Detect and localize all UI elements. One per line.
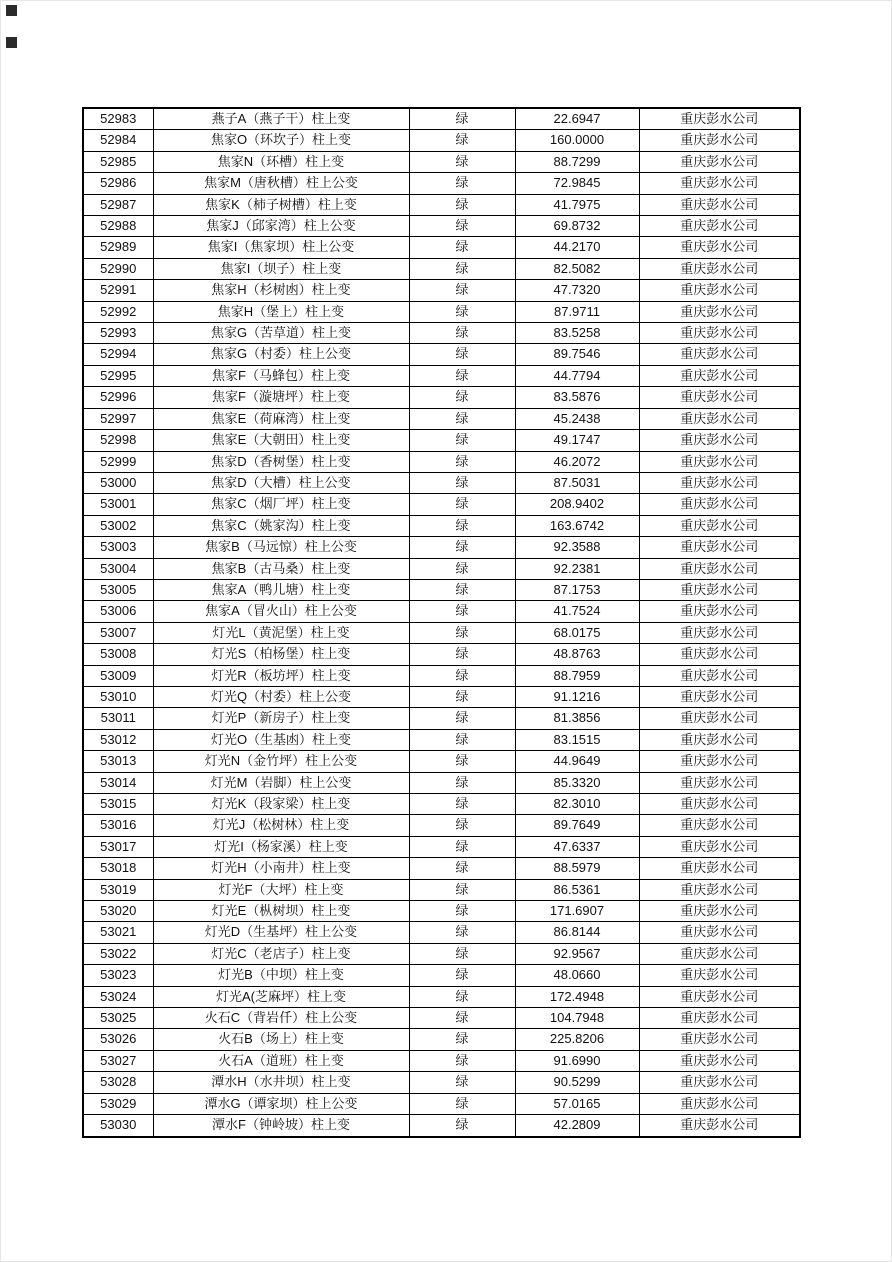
row-company-cell: 重庆彭水公司 xyxy=(639,387,800,408)
table-row xyxy=(83,344,800,365)
table-row xyxy=(83,729,800,750)
row-value-cell: 208.9402 xyxy=(515,494,639,515)
row-value-cell: 44.7794 xyxy=(515,365,639,386)
row-status-cell: 绿 xyxy=(409,173,515,194)
row-name-cell: 灯光D（生基坪）柱上公变 xyxy=(153,922,409,943)
row-id-cell: 53001 xyxy=(83,494,153,515)
row-name-cell: 焦家H（堡上）柱上变 xyxy=(153,301,409,322)
table-row xyxy=(83,323,800,344)
row-id-cell: 53012 xyxy=(83,729,153,750)
row-value-cell: 41.7975 xyxy=(515,194,639,215)
row-value-cell: 83.5258 xyxy=(515,323,639,344)
row-status-cell: 绿 xyxy=(409,365,515,386)
row-id-cell: 52991 xyxy=(83,280,153,301)
table-row xyxy=(83,879,800,900)
row-value-cell: 44.2170 xyxy=(515,237,639,258)
row-status-cell: 绿 xyxy=(409,858,515,879)
row-status-cell: 绿 xyxy=(409,108,515,130)
row-value-cell: 81.3856 xyxy=(515,708,639,729)
row-id-cell: 52983 xyxy=(83,108,153,130)
row-status-cell: 绿 xyxy=(409,901,515,922)
row-id-cell: 53026 xyxy=(83,1029,153,1050)
table-row xyxy=(83,622,800,643)
table-row xyxy=(83,151,800,172)
row-company-cell: 重庆彭水公司 xyxy=(639,301,800,322)
table-row xyxy=(83,943,800,964)
row-id-cell: 53003 xyxy=(83,537,153,558)
row-id-cell: 53029 xyxy=(83,1093,153,1114)
page-corner-marker-icon xyxy=(6,37,17,48)
table-row xyxy=(83,130,800,151)
row-status-cell: 绿 xyxy=(409,558,515,579)
row-value-cell: 86.8144 xyxy=(515,922,639,943)
row-status-cell: 绿 xyxy=(409,579,515,600)
row-name-cell: 焦家M（唐秋槽）柱上公变 xyxy=(153,173,409,194)
table-row xyxy=(83,836,800,857)
row-value-cell: 225.8206 xyxy=(515,1029,639,1050)
row-name-cell: 灯光R（板坊坪）柱上变 xyxy=(153,665,409,686)
row-company-cell: 重庆彭水公司 xyxy=(639,922,800,943)
row-company-cell: 重庆彭水公司 xyxy=(639,1093,800,1114)
row-status-cell: 绿 xyxy=(409,537,515,558)
row-company-cell: 重庆彭水公司 xyxy=(639,280,800,301)
row-status-cell: 绿 xyxy=(409,151,515,172)
row-name-cell: 灯光M（岩脚）柱上公变 xyxy=(153,772,409,793)
row-name-cell: 焦家I（坝子）柱上变 xyxy=(153,258,409,279)
row-company-cell: 重庆彭水公司 xyxy=(639,151,800,172)
row-id-cell: 52989 xyxy=(83,237,153,258)
table-row xyxy=(83,772,800,793)
row-name-cell: 焦家I（焦家坝）柱上公变 xyxy=(153,237,409,258)
row-value-cell: 83.1515 xyxy=(515,729,639,750)
row-company-cell: 重庆彭水公司 xyxy=(639,451,800,472)
row-value-cell: 88.7959 xyxy=(515,665,639,686)
row-id-cell: 53005 xyxy=(83,579,153,600)
row-name-cell: 燕子A（燕子干）柱上变 xyxy=(153,108,409,130)
row-name-cell: 焦家D（大槽）柱上公变 xyxy=(153,472,409,493)
row-name-cell: 焦家K（柿子树槽）柱上变 xyxy=(153,194,409,215)
row-status-cell: 绿 xyxy=(409,665,515,686)
row-status-cell: 绿 xyxy=(409,344,515,365)
row-status-cell: 绿 xyxy=(409,729,515,750)
row-status-cell: 绿 xyxy=(409,943,515,964)
row-name-cell: 焦家D（香树堡）柱上变 xyxy=(153,451,409,472)
row-status-cell: 绿 xyxy=(409,986,515,1007)
row-id-cell: 53010 xyxy=(83,686,153,707)
row-value-cell: 47.7320 xyxy=(515,280,639,301)
table-row xyxy=(83,537,800,558)
row-name-cell: 潭水G（谭家坝）柱上公变 xyxy=(153,1093,409,1114)
row-name-cell: 灯光C（老店子）柱上变 xyxy=(153,943,409,964)
row-status-cell: 绿 xyxy=(409,601,515,622)
row-id-cell: 52995 xyxy=(83,365,153,386)
row-company-cell: 重庆彭水公司 xyxy=(639,858,800,879)
row-id-cell: 52999 xyxy=(83,451,153,472)
row-name-cell: 灯光O（生基凼）柱上变 xyxy=(153,729,409,750)
row-value-cell: 92.2381 xyxy=(515,558,639,579)
row-value-cell: 160.0000 xyxy=(515,130,639,151)
row-value-cell: 90.5299 xyxy=(515,1072,639,1093)
table-row xyxy=(83,1093,800,1114)
row-name-cell: 灯光L（黄泥堡）柱上变 xyxy=(153,622,409,643)
row-status-cell: 绿 xyxy=(409,216,515,237)
row-value-cell: 41.7524 xyxy=(515,601,639,622)
row-company-cell: 重庆彭水公司 xyxy=(639,686,800,707)
row-company-cell: 重庆彭水公司 xyxy=(639,430,800,451)
row-company-cell: 重庆彭水公司 xyxy=(639,622,800,643)
row-status-cell: 绿 xyxy=(409,301,515,322)
table-row xyxy=(83,601,800,622)
table-row xyxy=(83,986,800,1007)
table-row xyxy=(83,1115,800,1137)
table-row xyxy=(83,708,800,729)
row-company-cell: 重庆彭水公司 xyxy=(639,965,800,986)
row-company-cell: 重庆彭水公司 xyxy=(639,751,800,772)
row-company-cell: 重庆彭水公司 xyxy=(639,408,800,429)
row-company-cell: 重庆彭水公司 xyxy=(639,879,800,900)
row-name-cell: 潭水H（水井坝）柱上变 xyxy=(153,1072,409,1093)
table-row xyxy=(83,665,800,686)
row-value-cell: 68.0175 xyxy=(515,622,639,643)
row-value-cell: 91.6990 xyxy=(515,1050,639,1071)
row-name-cell: 灯光B（中坝）柱上变 xyxy=(153,965,409,986)
row-id-cell: 53030 xyxy=(83,1115,153,1137)
row-id-cell: 53023 xyxy=(83,965,153,986)
row-value-cell: 82.5082 xyxy=(515,258,639,279)
row-value-cell: 89.7649 xyxy=(515,815,639,836)
row-status-cell: 绿 xyxy=(409,515,515,536)
row-company-cell: 重庆彭水公司 xyxy=(639,836,800,857)
row-company-cell: 重庆彭水公司 xyxy=(639,815,800,836)
row-status-cell: 绿 xyxy=(409,1115,515,1137)
row-id-cell: 53015 xyxy=(83,794,153,815)
row-status-cell: 绿 xyxy=(409,644,515,665)
row-status-cell: 绿 xyxy=(409,280,515,301)
table-row xyxy=(83,173,800,194)
row-value-cell: 104.7948 xyxy=(515,1008,639,1029)
row-value-cell: 89.7546 xyxy=(515,344,639,365)
row-id-cell: 52988 xyxy=(83,216,153,237)
row-name-cell: 灯光A(芝麻坪）柱上变 xyxy=(153,986,409,1007)
row-value-cell: 48.8763 xyxy=(515,644,639,665)
row-id-cell: 53008 xyxy=(83,644,153,665)
row-company-cell: 重庆彭水公司 xyxy=(639,344,800,365)
table-row xyxy=(83,858,800,879)
row-value-cell: 172.4948 xyxy=(515,986,639,1007)
table-row xyxy=(83,515,800,536)
row-id-cell: 53020 xyxy=(83,901,153,922)
row-id-cell: 53025 xyxy=(83,1008,153,1029)
row-status-cell: 绿 xyxy=(409,451,515,472)
row-status-cell: 绿 xyxy=(409,708,515,729)
row-value-cell: 48.0660 xyxy=(515,965,639,986)
row-name-cell: 焦家J（邱家湾）柱上公变 xyxy=(153,216,409,237)
table-row xyxy=(83,430,800,451)
row-id-cell: 52990 xyxy=(83,258,153,279)
row-id-cell: 52997 xyxy=(83,408,153,429)
table-row xyxy=(83,237,800,258)
row-id-cell: 52996 xyxy=(83,387,153,408)
row-name-cell: 焦家A（冒火山）柱上公变 xyxy=(153,601,409,622)
row-value-cell: 171.6907 xyxy=(515,901,639,922)
row-name-cell: 焦家H（杉树凼）柱上变 xyxy=(153,280,409,301)
row-status-cell: 绿 xyxy=(409,965,515,986)
row-id-cell: 52992 xyxy=(83,301,153,322)
row-status-cell: 绿 xyxy=(409,194,515,215)
row-value-cell: 22.6947 xyxy=(515,108,639,130)
table-row xyxy=(83,472,800,493)
table-row xyxy=(83,579,800,600)
row-value-cell: 91.1216 xyxy=(515,686,639,707)
row-status-cell: 绿 xyxy=(409,258,515,279)
row-name-cell: 焦家O（环坎子）柱上变 xyxy=(153,130,409,151)
table-row xyxy=(83,365,800,386)
row-company-cell: 重庆彭水公司 xyxy=(639,537,800,558)
row-name-cell: 焦家G（村委）柱上公变 xyxy=(153,344,409,365)
row-company-cell: 重庆彭水公司 xyxy=(639,472,800,493)
table-row xyxy=(83,301,800,322)
row-company-cell: 重庆彭水公司 xyxy=(639,644,800,665)
table-row xyxy=(83,644,800,665)
row-id-cell: 53028 xyxy=(83,1072,153,1093)
row-name-cell: 焦家C（姚家沟）柱上变 xyxy=(153,515,409,536)
row-company-cell: 重庆彭水公司 xyxy=(639,1008,800,1029)
row-status-cell: 绿 xyxy=(409,1072,515,1093)
row-name-cell: 火石C（背岩仟）柱上公变 xyxy=(153,1008,409,1029)
row-value-cell: 44.9649 xyxy=(515,751,639,772)
row-status-cell: 绿 xyxy=(409,622,515,643)
row-value-cell: 42.2809 xyxy=(515,1115,639,1137)
row-status-cell: 绿 xyxy=(409,387,515,408)
row-name-cell: 灯光S（柏杨堡）柱上变 xyxy=(153,644,409,665)
row-status-cell: 绿 xyxy=(409,130,515,151)
row-status-cell: 绿 xyxy=(409,879,515,900)
row-company-cell: 重庆彭水公司 xyxy=(639,986,800,1007)
row-value-cell: 87.1753 xyxy=(515,579,639,600)
table-row xyxy=(83,494,800,515)
row-name-cell: 火石A（道班）柱上变 xyxy=(153,1050,409,1071)
row-company-cell: 重庆彭水公司 xyxy=(639,772,800,793)
table-row xyxy=(83,922,800,943)
row-name-cell: 灯光I（杨家溪）柱上变 xyxy=(153,836,409,857)
table-row xyxy=(83,558,800,579)
table-row xyxy=(83,280,800,301)
row-id-cell: 53013 xyxy=(83,751,153,772)
row-id-cell: 52993 xyxy=(83,323,153,344)
row-status-cell: 绿 xyxy=(409,836,515,857)
row-name-cell: 焦家B（马远惊）柱上公变 xyxy=(153,537,409,558)
row-status-cell: 绿 xyxy=(409,1008,515,1029)
row-status-cell: 绿 xyxy=(409,472,515,493)
row-status-cell: 绿 xyxy=(409,1093,515,1114)
row-id-cell: 53018 xyxy=(83,858,153,879)
row-value-cell: 45.2438 xyxy=(515,408,639,429)
table-row xyxy=(83,815,800,836)
row-name-cell: 焦家F（漩塘坪）柱上变 xyxy=(153,387,409,408)
row-value-cell: 57.0165 xyxy=(515,1093,639,1114)
row-company-cell: 重庆彭水公司 xyxy=(639,216,800,237)
row-name-cell: 焦家F（马蜂包）柱上变 xyxy=(153,365,409,386)
row-id-cell: 53004 xyxy=(83,558,153,579)
row-status-cell: 绿 xyxy=(409,323,515,344)
row-company-cell: 重庆彭水公司 xyxy=(639,365,800,386)
row-company-cell: 重庆彭水公司 xyxy=(639,901,800,922)
row-id-cell: 52987 xyxy=(83,194,153,215)
row-name-cell: 焦家G（苦草道）柱上变 xyxy=(153,323,409,344)
row-company-cell: 重庆彭水公司 xyxy=(639,515,800,536)
row-company-cell: 重庆彭水公司 xyxy=(639,494,800,515)
row-value-cell: 86.5361 xyxy=(515,879,639,900)
row-name-cell: 焦家E（大朝田）柱上变 xyxy=(153,430,409,451)
row-status-cell: 绿 xyxy=(409,430,515,451)
row-company-cell: 重庆彭水公司 xyxy=(639,558,800,579)
table-row xyxy=(83,258,800,279)
row-company-cell: 重庆彭水公司 xyxy=(639,1050,800,1071)
row-name-cell: 焦家E（荷麻湾）柱上变 xyxy=(153,408,409,429)
row-value-cell: 82.3010 xyxy=(515,794,639,815)
table-row xyxy=(83,1050,800,1071)
row-value-cell: 49.1747 xyxy=(515,430,639,451)
row-id-cell: 52984 xyxy=(83,130,153,151)
row-company-cell: 重庆彭水公司 xyxy=(639,708,800,729)
row-value-cell: 88.5979 xyxy=(515,858,639,879)
row-name-cell: 灯光N（金竹坪）柱上公变 xyxy=(153,751,409,772)
row-id-cell: 53017 xyxy=(83,836,153,857)
row-value-cell: 87.9711 xyxy=(515,301,639,322)
row-value-cell: 69.8732 xyxy=(515,216,639,237)
row-company-cell: 重庆彭水公司 xyxy=(639,601,800,622)
row-name-cell: 灯光F（大坪）柱上变 xyxy=(153,879,409,900)
row-value-cell: 72.9845 xyxy=(515,173,639,194)
row-id-cell: 52998 xyxy=(83,430,153,451)
row-company-cell: 重庆彭水公司 xyxy=(639,173,800,194)
row-status-cell: 绿 xyxy=(409,751,515,772)
table-row xyxy=(83,901,800,922)
row-company-cell: 重庆彭水公司 xyxy=(639,1029,800,1050)
row-status-cell: 绿 xyxy=(409,815,515,836)
table-row xyxy=(83,686,800,707)
row-id-cell: 53021 xyxy=(83,922,153,943)
table-row xyxy=(83,751,800,772)
substation-table-body xyxy=(83,108,800,1137)
row-company-cell: 重庆彭水公司 xyxy=(639,579,800,600)
row-name-cell: 灯光J（松树林）柱上变 xyxy=(153,815,409,836)
row-id-cell: 53022 xyxy=(83,943,153,964)
row-name-cell: 潭水F（钟岭坡）柱上变 xyxy=(153,1115,409,1137)
row-id-cell: 53009 xyxy=(83,665,153,686)
row-id-cell: 53019 xyxy=(83,879,153,900)
row-id-cell: 53016 xyxy=(83,815,153,836)
row-id-cell: 53000 xyxy=(83,472,153,493)
row-id-cell: 53014 xyxy=(83,772,153,793)
row-status-cell: 绿 xyxy=(409,922,515,943)
table-row xyxy=(83,194,800,215)
row-status-cell: 绿 xyxy=(409,772,515,793)
row-name-cell: 灯光E（枞树坝）柱上变 xyxy=(153,901,409,922)
row-value-cell: 83.5876 xyxy=(515,387,639,408)
row-status-cell: 绿 xyxy=(409,686,515,707)
row-status-cell: 绿 xyxy=(409,408,515,429)
table-row xyxy=(83,1029,800,1050)
row-company-cell: 重庆彭水公司 xyxy=(639,943,800,964)
row-value-cell: 163.6742 xyxy=(515,515,639,536)
row-id-cell: 52986 xyxy=(83,173,153,194)
row-value-cell: 92.3588 xyxy=(515,537,639,558)
row-id-cell: 52985 xyxy=(83,151,153,172)
row-company-cell: 重庆彭水公司 xyxy=(639,1115,800,1137)
table-row xyxy=(83,794,800,815)
row-id-cell: 53027 xyxy=(83,1050,153,1071)
row-company-cell: 重庆彭水公司 xyxy=(639,665,800,686)
row-value-cell: 46.2072 xyxy=(515,451,639,472)
row-company-cell: 重庆彭水公司 xyxy=(639,794,800,815)
row-name-cell: 灯光Q（村委）柱上公变 xyxy=(153,686,409,707)
row-name-cell: 灯光H（小南井）柱上变 xyxy=(153,858,409,879)
row-company-cell: 重庆彭水公司 xyxy=(639,729,800,750)
table-row xyxy=(83,1072,800,1093)
row-value-cell: 47.6337 xyxy=(515,836,639,857)
row-company-cell: 重庆彭水公司 xyxy=(639,130,800,151)
row-company-cell: 重庆彭水公司 xyxy=(639,194,800,215)
row-status-cell: 绿 xyxy=(409,794,515,815)
row-name-cell: 灯光K（段家梁）柱上变 xyxy=(153,794,409,815)
row-status-cell: 绿 xyxy=(409,237,515,258)
table-row xyxy=(83,451,800,472)
row-value-cell: 92.9567 xyxy=(515,943,639,964)
row-value-cell: 88.7299 xyxy=(515,151,639,172)
table-row xyxy=(83,965,800,986)
row-name-cell: 灯光P（新房子）柱上变 xyxy=(153,708,409,729)
row-company-cell: 重庆彭水公司 xyxy=(639,323,800,344)
row-id-cell: 53002 xyxy=(83,515,153,536)
row-company-cell: 重庆彭水公司 xyxy=(639,1072,800,1093)
row-id-cell: 53006 xyxy=(83,601,153,622)
row-name-cell: 焦家B（古马桑）柱上变 xyxy=(153,558,409,579)
row-value-cell: 87.5031 xyxy=(515,472,639,493)
row-company-cell: 重庆彭水公司 xyxy=(639,258,800,279)
table-row xyxy=(83,387,800,408)
row-id-cell: 53024 xyxy=(83,986,153,1007)
table-row xyxy=(83,216,800,237)
table-row xyxy=(83,408,800,429)
row-name-cell: 焦家N（环槽）柱上变 xyxy=(153,151,409,172)
row-name-cell: 焦家A（鸭儿塘）柱上变 xyxy=(153,579,409,600)
row-company-cell: 重庆彭水公司 xyxy=(639,108,800,130)
table-row xyxy=(83,1008,800,1029)
row-value-cell: 85.3320 xyxy=(515,772,639,793)
row-id-cell: 52994 xyxy=(83,344,153,365)
row-name-cell: 焦家C（烟厂坪）柱上变 xyxy=(153,494,409,515)
row-status-cell: 绿 xyxy=(409,1029,515,1050)
row-name-cell: 火石B（场上）柱上变 xyxy=(153,1029,409,1050)
row-company-cell: 重庆彭水公司 xyxy=(639,237,800,258)
row-status-cell: 绿 xyxy=(409,494,515,515)
row-id-cell: 53011 xyxy=(83,708,153,729)
table-row xyxy=(83,108,800,130)
substation-table xyxy=(82,107,801,1138)
row-status-cell: 绿 xyxy=(409,1050,515,1071)
row-id-cell: 53007 xyxy=(83,622,153,643)
page-corner-marker-icon xyxy=(6,5,17,16)
